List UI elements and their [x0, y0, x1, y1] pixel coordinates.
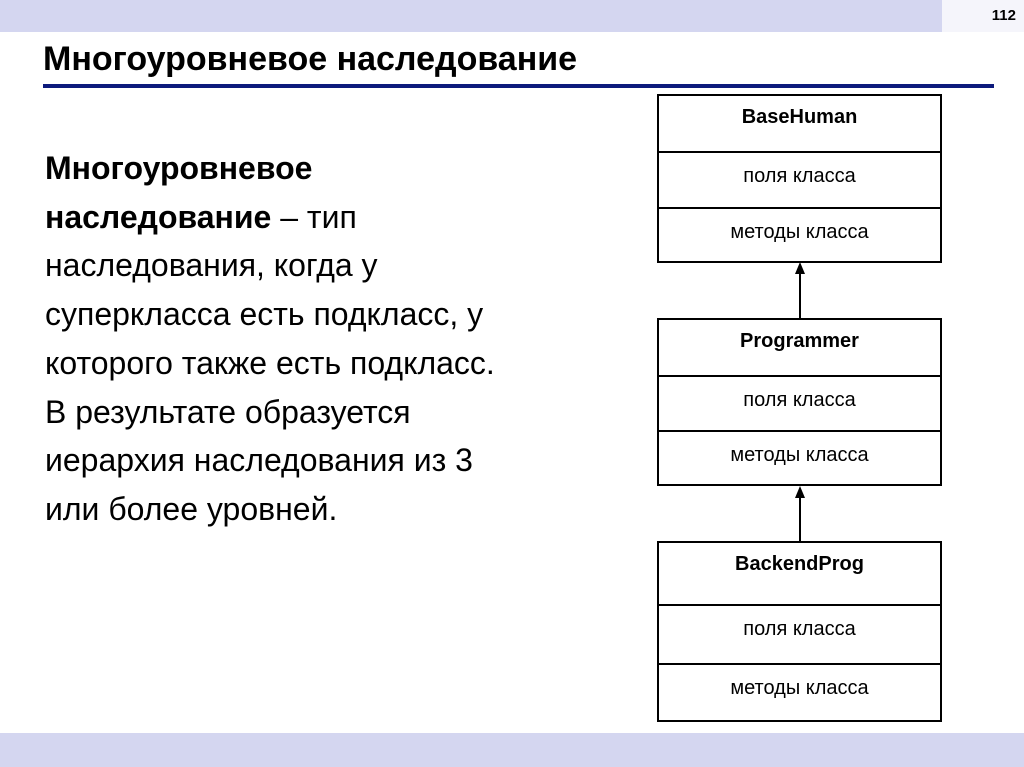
definition-text: – тип наследования, когда у суперкласса есть подкласс, у которого также есть подкласс. В результате образуется иерархия наследования из 3 или более уровней. [45, 198, 495, 527]
definition-term: Многоуровневое наследование [45, 150, 313, 235]
class-name: BackendProg [735, 553, 864, 575]
title-underline [43, 84, 994, 88]
class-box-backendprog [657, 541, 942, 722]
definition-paragraph [45, 144, 515, 534]
class-name: Programmer [740, 330, 859, 352]
class-name: BaseHuman [741, 106, 858, 128]
page-number: 112 [991, 7, 1016, 24]
class-fields: поля класса [659, 375, 940, 430]
slide-title: Многоуровневое наследование [43, 40, 578, 78]
class-methods: методы класса [659, 663, 940, 720]
class-box-programmer [657, 318, 942, 486]
class-methods: методы класса [659, 430, 940, 484]
class-fields: поля класса [659, 604, 940, 663]
footer-bar [0, 733, 1024, 767]
header-bar [0, 0, 942, 32]
class-methods: методы класса [659, 207, 940, 261]
inheritance-arrow-backendprog-to-programmer [795, 486, 805, 541]
class-fields: поля класса [659, 151, 940, 207]
inheritance-arrow-programmer-to-basehuman [795, 262, 805, 318]
page-number-box [942, 0, 1024, 32]
class-box-basehuman [657, 94, 942, 263]
